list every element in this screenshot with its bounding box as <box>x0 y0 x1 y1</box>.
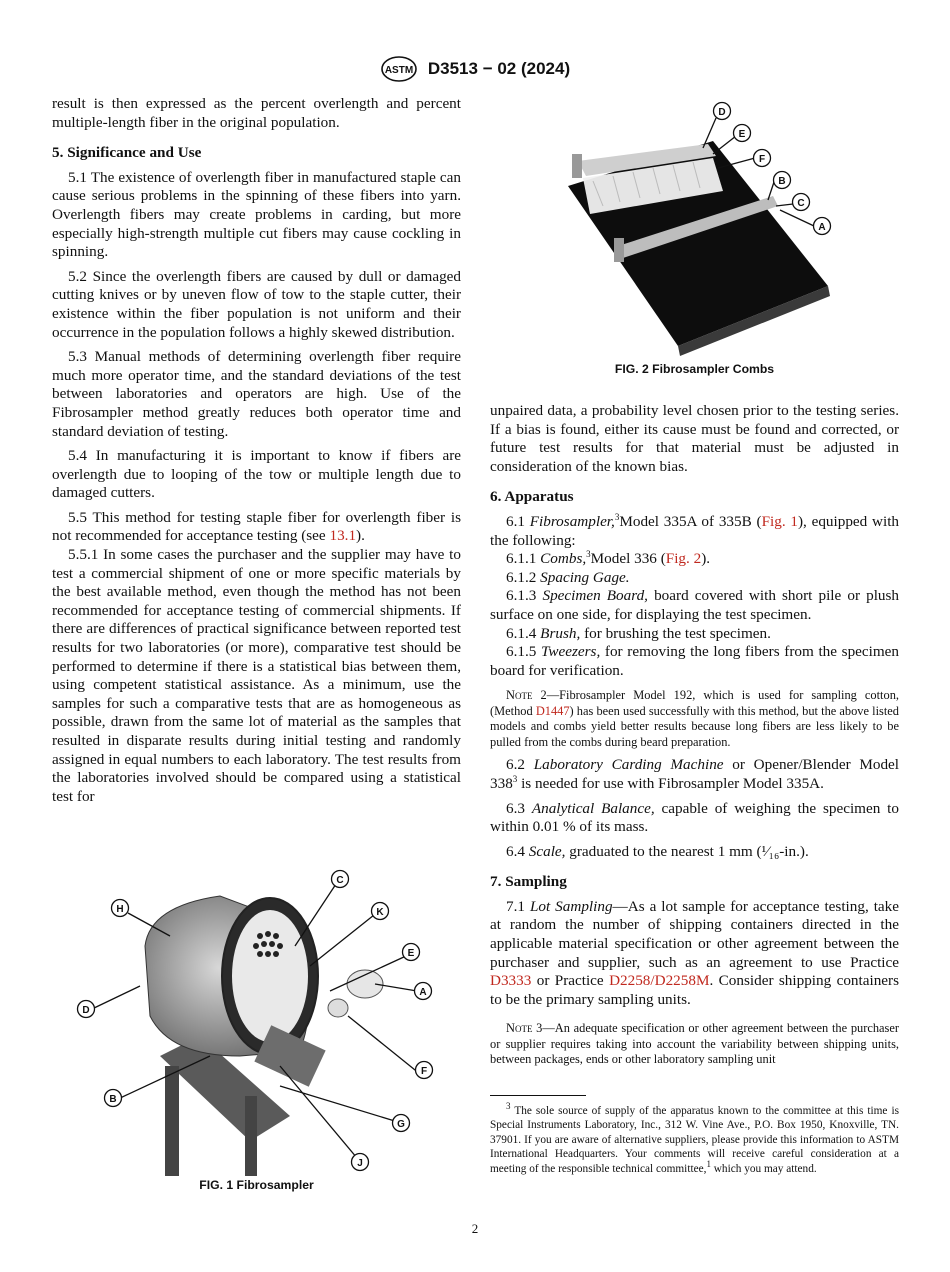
paragraph-5-4: 5.4 In manufacturing it is important to know if fibers are overlength due to looping of the tow or multiple length due to damaged cutters. <box>52 447 461 502</box>
astm-logo <box>380 56 418 82</box>
paragraph-5-5: 5.5 This method for testing staple fiber for overlength fiber is not recommended for acceptance testing (see 13.1). <box>52 508 461 545</box>
svg-text:F: F <box>758 154 766 165</box>
drum-interior <box>232 910 308 1042</box>
svg-text:H: H <box>116 904 124 915</box>
paragraph-7-1: 7.1 Lot Sampling—As a lot sample for acceptance testing, take at random the number of shipping containers directed in the applicable material specification or other agreement between the purchaser and supplier, such as an agreement to use Practice D3333 or Practice D2258/D2258M. Consider shipping containers to be the primary sampling units. <box>490 897 899 1008</box>
section-5-title: 5. Significance and Use <box>52 144 202 162</box>
svg-text:B: B <box>778 176 786 187</box>
svg-text:D: D <box>718 107 726 118</box>
link-fig-2[interactable]: Fig. 2 <box>665 550 702 568</box>
svg-text:E: E <box>738 129 746 140</box>
svg-text:B: B <box>109 1094 117 1105</box>
paragraph-continued: unpaired data, a probability level chosen prior to the testing series. If a bias is found, either its cause must be found and corrected, or future test results for that material must be adjusted in consideration of the known bias. <box>490 402 899 475</box>
right-column <box>490 402 899 1074</box>
paragraph-6-1-2: 6.1.2 Spacing Gage. <box>506 568 630 586</box>
paragraph-5-3: 5.3 Manual methods of determining overlength fiber require much more operator time, and the standard deviations of the test between laboratories and operators are high. Use of the Fibrosampler method greatly reduces both operator time and standard deviation of testing. <box>52 348 461 440</box>
link-d2258[interactable]: D2258/D2258M <box>609 972 710 990</box>
paragraph-5-1: 5.1 The existence of overlength fiber in manufactured staple can cause serious problems in the spinning of these fibers into yarn. Overlength fibers may create problems in carding, but more especially high-strength multiple cut fibers may cause cockling in spinning. <box>52 168 461 261</box>
paragraph-6-4: 6.4 Scale, graduated to the nearest 1 mm (¹⁄₁₆-in.). <box>506 842 809 860</box>
left-column <box>52 95 461 806</box>
page-header <box>0 56 950 84</box>
svg-text:C: C <box>797 198 805 209</box>
figure-1-caption: FIG. 1 Fibrosampler <box>199 1178 314 1192</box>
svg-text:A: A <box>419 987 427 998</box>
link-d3333[interactable]: D3333 <box>490 972 532 990</box>
svg-text:A: A <box>818 222 826 233</box>
note-3: Note 3—An adequate specification or other agreement between the purchaser or supplier requires taking into account the variability between shipping units, between packages, ends or other laboratory sampling unit <box>490 1021 899 1067</box>
paragraph-6-1-1: 6.1.1 Combs,$^3$Model 336 (Fig. 2). <box>506 549 711 568</box>
svg-text:K: K <box>376 907 384 918</box>
knob-f <box>328 999 348 1017</box>
footnote-rule <box>490 1095 586 1096</box>
stand-leg-2 <box>245 1096 257 1176</box>
paragraph-5-5-1: 5.5.1 In some cases the purchaser and the supplier may have to test a commercial shipment of one or more specific materials by the best available method, even though the method has not been recommended for acceptance testing of commercial shipments. If there are differences of practical significance between reported test results for two laboratories (or more), comparative test should be performed to determine if there is a statistical bias between them, using competent statistical assistance. As a minimum, use the samples for such a comparative tests that are as homogeneous as possible, drawn from the same lot of material as the samples that resulted in disparate results during initial testing and randomly assigned in equal numbers to each laboratory. The test results from the laboratories involved should be compared using a statistical test for <box>52 546 461 805</box>
end-plate-upper <box>572 154 582 178</box>
link-fig-1[interactable]: Fig. 1 <box>761 512 798 530</box>
svg-text:J: J <box>357 1158 363 1169</box>
svg-text:F: F <box>420 1066 428 1077</box>
paragraph-6-2: 6.2 Laboratory Carding Machine or Opener/Blender Model $338^3$ is needed for use with Fibrosampler Model 335A. <box>490 756 899 792</box>
svg-text:ASTM: ASTM <box>384 65 414 76</box>
figure-2-caption: FIG. 2 Fibrosampler Combs <box>614 362 775 376</box>
paragraph-6-3: 6.3 Analytical Balance, capable of weighing the specimen to within 0.01 % of its mass. <box>490 799 899 836</box>
paragraph-6-1: 6.1 Fibrosampler,$^3$Model 335A of 335B (Fig. 1), equipped with the following: <box>490 511 900 549</box>
stand-leg <box>165 1066 179 1176</box>
svg-text:G: G <box>397 1119 405 1130</box>
footnote-3: $^3$ The sole source of supply of the apparatus known to the committee at this time is Special Instruments Laboratory, Inc., 312 W. Vine Ave., P.O. Box 1950, Knoxville, TN. 37901. If you are aware of alternative suppliers, please provide this information to ASTM International Headquarters. Your comments will receive careful consideration at a meeting of the responsible technical committee,$^1$ which you may attend. <box>490 1101 899 1175</box>
paragraph-intro: result is then expressed as the percent overlength and percent multiple-length fiber in the original population. <box>52 95 461 131</box>
svg-text:C: C <box>336 875 344 886</box>
paragraph-6-1-4: 6.1.4 Brush, for brushing the test specimen. <box>506 624 771 642</box>
note-2: Note 2—Fibrosampler Model 192, which is used for sampling cotton, (Method D1447) has been used successfully with this method, but the above listed models and combs yield better results because long fibers are less likely to be pulled from the combs during beard preparation. <box>490 688 899 749</box>
section-7-title: 7. Sampling <box>490 873 567 891</box>
end-plate-lower <box>614 238 624 262</box>
link-13-1[interactable]: 13.1 <box>329 527 357 545</box>
link-d1447[interactable]: D1447 <box>535 703 570 718</box>
document-code: D3513 − 02 (2024) <box>427 59 571 78</box>
paragraph-6-1-3: 6.1.3 Specimen Board, board covered with short pile or plush surface on one side, for displaying the test specimen. <box>490 587 900 623</box>
paragraph-6-1-5: 6.1.5 Tweezers, for removing the long fibers from the specimen board for verification. <box>490 643 900 679</box>
svg-text:E: E <box>407 948 415 959</box>
svg-text:D: D <box>82 1005 90 1016</box>
figure-2-combs <box>548 96 848 358</box>
page-number: 2 <box>471 1221 479 1236</box>
paragraph-5-2: 5.2 Since the overlength fibers are caused by dull or damaged cutting knives or by uneven flow of tow to the staple cutter, their existence within the fiber population is not uniform and their occurrence in the population follows a highly skewed distribution. <box>52 267 461 341</box>
figure-1-fibrosampler <box>70 866 450 1176</box>
section-6-title: 6. Apparatus <box>490 488 574 506</box>
